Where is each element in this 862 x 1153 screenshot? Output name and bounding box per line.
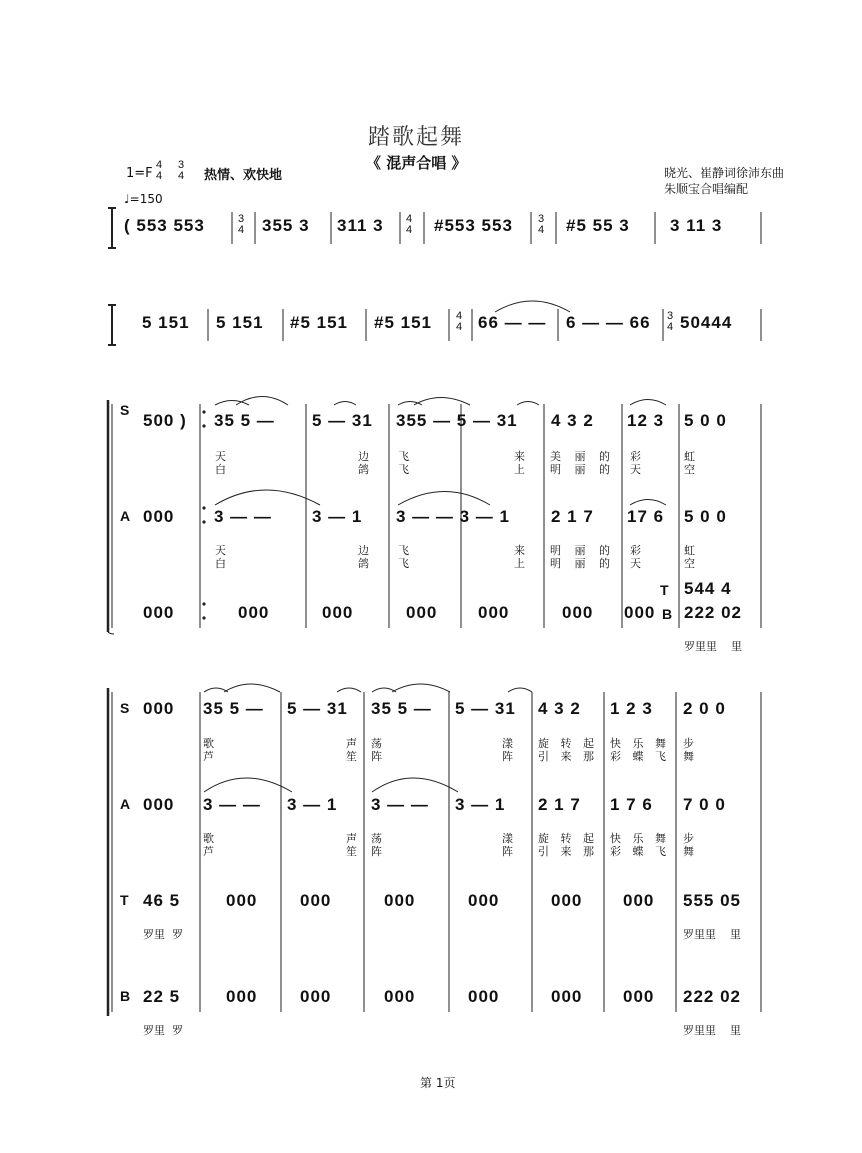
alto-measure: 2 1 7 [538,795,581,814]
soprano-measure: 2 0 0 [683,699,726,718]
lyric: 虹 [684,450,695,463]
intro-measure-2: 355 3 [262,216,310,235]
lyric: 天 [630,557,641,570]
lyric: 漾 [502,832,513,845]
rest-measure: 000 [226,891,258,910]
lyric: 上 [514,463,525,476]
lyric: 彩 [630,450,641,463]
rest-measure: 000 [478,603,510,622]
lyric: 明 丽 的 [550,463,610,476]
lyric: 歌 [203,737,214,750]
lyric: 鸽 [358,463,369,476]
soprano-lead: 500 ) [143,411,187,430]
intro-time-change: 3 4 [667,310,674,333]
soprano-measure: 4 3 2 [551,411,594,430]
credit-arranger: 朱顺宝合唱编配 [664,182,749,196]
rest-measure: 000 [300,987,332,1006]
lyric: 天 [630,463,641,476]
rest-measure: 000 [322,603,354,622]
rest-measure: 000 [384,987,416,1006]
lyric: 边 [358,450,369,463]
soprano-lead: 000 [143,699,175,718]
lyric: 笙 [346,845,357,858]
lyric: 空 [684,557,695,570]
rest-measure: 000 [406,603,438,622]
bass-tail: 222 02 [684,603,742,622]
alto-measure: 1 7 6 [610,795,653,814]
intro-measure-6: 3 11 3 [670,216,723,235]
soprano-measure: 35 5 — [203,699,264,718]
part-label-bass: B [120,988,131,1004]
soprano-measure: 5 — 31 [312,411,373,430]
alto-lead: 000 [143,795,175,814]
lyric: 上 [514,557,525,570]
lyric: 舞 [683,845,694,858]
soprano-measure: 4 3 2 [538,699,581,718]
lyric: 边 [358,544,369,557]
lyric: 声 [346,832,357,845]
lyric: 罗里里 里 [684,640,742,653]
alto-measure: 2 1 7 [551,507,594,526]
lyric: 美 丽 的 [550,450,610,463]
alto-measure: 7 0 0 [683,795,726,814]
intro-measure-13: 50444 [680,313,733,332]
expression-mark: 热情、欢快地 [204,168,283,183]
intro-measure-11: 66 — — [478,313,547,332]
rest-measure: 000 [384,891,416,910]
intro-measure-4: #553 553 [434,216,513,235]
lyric: 阵 [371,845,382,858]
intro-measure-10: #5 151 [374,313,432,332]
page-number: 第 1页 [420,1076,456,1090]
lyric: 旋 转 起 [538,737,594,750]
lyric: 鸽 [358,557,369,570]
lyric: 舞 [683,750,694,763]
rest-measure: 000 [623,987,655,1006]
part-label-tenor: T [120,892,129,908]
lyric: 漾 [502,737,513,750]
part-label-tenor: T [660,582,669,598]
soprano-measure: 35 5 — [214,411,275,430]
lyric: 阵 [502,750,513,763]
lyric: 明 丽 的 [550,557,610,570]
rest-measure: 000 [623,891,655,910]
lyric: 白 [215,463,226,476]
lyric: 天 [215,450,226,463]
lyric: 来 [514,544,525,557]
lyric: 荡 [371,737,382,750]
alto-measure: 3 — — [214,507,272,526]
tb-lead: 000 [143,603,175,622]
alto-measure: 3 — 1 [287,795,338,814]
lyric: 飞 [398,463,409,476]
soprano-measure: 1 2 3 [610,699,653,718]
part-label-alto: A [120,796,131,812]
soprano-measure: 35 5 — [371,699,432,718]
intro-measure-1: ( 553 553 [124,216,205,235]
lyric: 快 乐 舞 [610,737,666,750]
bass-lead: 22 5 [143,987,181,1006]
lyric: 阵 [502,845,513,858]
intro-time-change: 4 4 [456,310,463,333]
bass-tail: 222 02 [683,987,741,1006]
lyric: 歌 [203,832,214,845]
rest-measure: 000 [300,891,332,910]
tenor-tail: 555 05 [683,891,741,910]
intro-measure-12: 6 — — 66 [566,313,651,332]
alto-measure: 3 — — 3 — 1 [396,507,510,526]
lyric: 旋 转 起 [538,832,594,845]
part-label-soprano: S [120,700,130,716]
soprano-measure: 12 3 [627,411,665,430]
lyric: 芦 [203,750,214,763]
key-signature: 1=F [126,166,153,181]
soprano-measure: 5 0 0 [684,411,727,430]
lyric: 天 [215,544,226,557]
lyric: 白 [215,557,226,570]
alto-measure: 5 0 0 [684,507,727,526]
alto-measure: 3 — — [203,795,261,814]
part-label-alto: A [120,508,131,524]
rest-measure: 000 [468,891,500,910]
alto-measure: 3 — 1 [312,507,363,526]
soprano-measure: 5 — 31 [287,699,348,718]
intro-time-change: 4 4 [406,213,413,236]
tempo-mark: ♩=150 [124,192,163,206]
lyric: 彩 蝶 飞 [610,845,666,858]
lyric: 笙 [346,750,357,763]
rest-measure: 000 [551,987,583,1006]
rest-measure: 000 [562,603,594,622]
lyric: 飞 [398,544,409,557]
lyric: 步 [683,737,694,750]
alto-measure: 17 6 [627,507,665,526]
lyric: 声 [346,737,357,750]
time-signature-a: 4 4 [156,159,163,182]
intro-measure-7: 5 151 [142,313,190,332]
lyric: 引 来 那 [538,750,594,763]
intro-time-change: 3 4 [538,213,545,236]
lyric: 虹 [684,544,695,557]
intro-measure-8: 5 151 [216,313,264,332]
intro-measure-5: #5 55 3 [566,216,630,235]
part-label-soprano: S [120,402,130,418]
lyric: 来 [514,450,525,463]
tenor-lead: 46 5 [143,891,181,910]
lyric: 空 [684,463,695,476]
lyric: 芦 [203,845,214,858]
lyric: 阵 [371,750,382,763]
rest-measure: 000 [226,987,258,1006]
lyric: 彩 蝶 飞 [610,750,666,763]
lyric: 步 [683,832,694,845]
alto-lead: 000 [143,507,175,526]
lyric: 罗里里 里 [683,928,741,941]
subtitle: 《 混声合唱 》 [366,154,467,172]
lyric: 彩 [630,544,641,557]
lyric: 快 乐 舞 [610,832,666,845]
rest-measure: 000 [551,891,583,910]
page-title: 踏歌起舞 [368,124,465,149]
part-label-bass: B [662,606,673,622]
alto-measure: 3 — — [371,795,429,814]
lyric: 罗里里 里 [683,1024,741,1037]
lyric: 罗里 罗 [143,1024,183,1037]
lyric: 飞 [398,450,409,463]
soprano-measure: 355 — 5 — 31 [396,411,518,430]
alto-measure: 3 — 1 [455,795,506,814]
rest-measure: 000 [238,603,270,622]
soprano-measure: 5 — 31 [455,699,516,718]
intro-time-change: 3 4 [238,213,245,236]
lyric: 引 来 那 [538,845,594,858]
lyric: 飞 [398,557,409,570]
lyric: 罗里 罗 [143,928,183,941]
tenor-tail: 544 4 [684,579,732,598]
time-signature-b: 3 4 [178,159,185,182]
intro-measure-3: 311 3 [337,216,384,235]
lyric: 荡 [371,832,382,845]
rest-measure: 000 [624,603,656,622]
credit-composer: 晓光、崔静词徐沛东曲 [664,166,785,180]
lyric: 明 丽 的 [550,544,610,557]
intro-measure-9: #5 151 [290,313,348,332]
rest-measure: 000 [468,987,500,1006]
